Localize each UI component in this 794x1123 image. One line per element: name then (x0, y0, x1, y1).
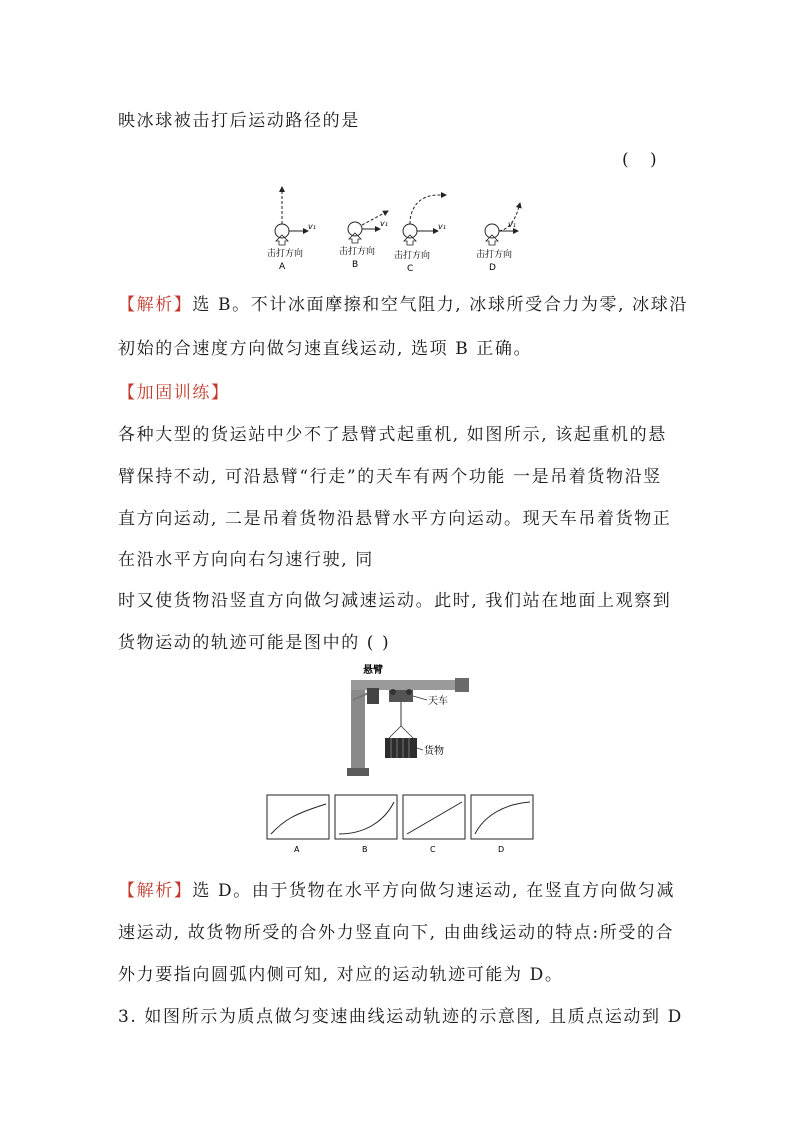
arm-label: 悬臂 (363, 665, 383, 676)
q1-analysis-line-1 (118, 290, 688, 315)
hit-label-a: 击打方向 (267, 249, 304, 259)
reinforce-line-4: 在沿水平方向向右匀速行驶, 同 (118, 550, 374, 570)
v-label-b: v₁ (380, 219, 388, 228)
trajectory-option-a (267, 795, 329, 839)
option-a-diagram (275, 187, 308, 245)
q3-text-line: 3. 如图所示为质点做匀变速曲线运动轨迹的示意图, 且质点运动到 D (118, 1007, 683, 1027)
hit-label-d: 击打方向 (476, 250, 513, 260)
hit-label-c: 击打方向 (394, 251, 431, 261)
analysis-tag: 【解析】 (118, 295, 193, 315)
trolley-label: 天车 (428, 696, 448, 707)
trajectory-label-b: B (362, 845, 368, 854)
reinforce-line-5: 时又使货物沿竖直方向做匀减速运动。此时, 我们站在地面上观察到 (118, 591, 672, 611)
reinforce-analysis-line-2: 速运动, 故货物所受的合外力竖直向下, 由曲线运动的特点:所受的合 (118, 923, 675, 943)
crane-figure (345, 660, 475, 780)
trajectory-option-b (335, 795, 397, 839)
reinforce-line-2: 臂保持不动, 可沿悬臂“行走”的天车有两个功能 一是吊着货物沿竖 (118, 467, 662, 487)
trajectory-options (266, 794, 538, 858)
trajectory-option-d (471, 795, 533, 839)
trajectory-label-d: D (498, 845, 505, 854)
answer-parentheses: ( ) (622, 150, 665, 170)
hit-label-b: 击打方向 (339, 247, 376, 257)
trajectory-label-c: C (430, 845, 436, 854)
cargo-label: 货物 (424, 746, 444, 757)
reinforce-analysis-line-3: 外力要指向圆弧内侧可知, 对应的运动轨迹可能为 D。 (118, 965, 564, 985)
option-label-c: C (407, 264, 414, 273)
reinforce-line-3: 直方向运动, 二是吊着货物沿悬臂水平方向运动。现天车吊着货物正 (118, 509, 672, 529)
puck-path-figure (262, 183, 522, 273)
reinforce-line-6: 货物运动的轨迹可能是图中的 ( ) (118, 633, 391, 653)
v-label-a: v₁ (308, 222, 316, 231)
option-label-b: B (352, 260, 359, 270)
analysis-text: 选 B。不计冰面摩擦和空气阻力, 冰球所受合力为零, 冰球沿 (192, 295, 688, 315)
reinforce-line-1: 各种大型的货运站中少不了悬臂式起重机, 如图所示, 该起重机的悬 (118, 425, 667, 445)
v-label-d: v₁ (508, 220, 516, 229)
q1-text-line: 映冰球被击打后运动路径的是 (118, 111, 360, 131)
reinforce-tag: 【加固训练】 (118, 383, 230, 403)
reinforce-analysis-tag: 【解析】 (118, 881, 193, 901)
reinforce-analysis-line-1 (118, 876, 675, 901)
option-c-diagram (403, 195, 446, 245)
option-label-d: D (489, 263, 496, 273)
v-label-c: v₁ (438, 222, 446, 231)
reinforce-analysis-text: 选 D。由于货物在水平方向做匀速运动, 在竖直方向做匀减 (192, 881, 676, 901)
trajectory-option-c (403, 795, 465, 839)
trajectory-label-a: A (294, 845, 300, 854)
q1-analysis-line-2: 初始的合速度方向做匀速直线运动, 选项 B 正确。 (118, 339, 533, 359)
option-label-a: A (279, 262, 286, 272)
